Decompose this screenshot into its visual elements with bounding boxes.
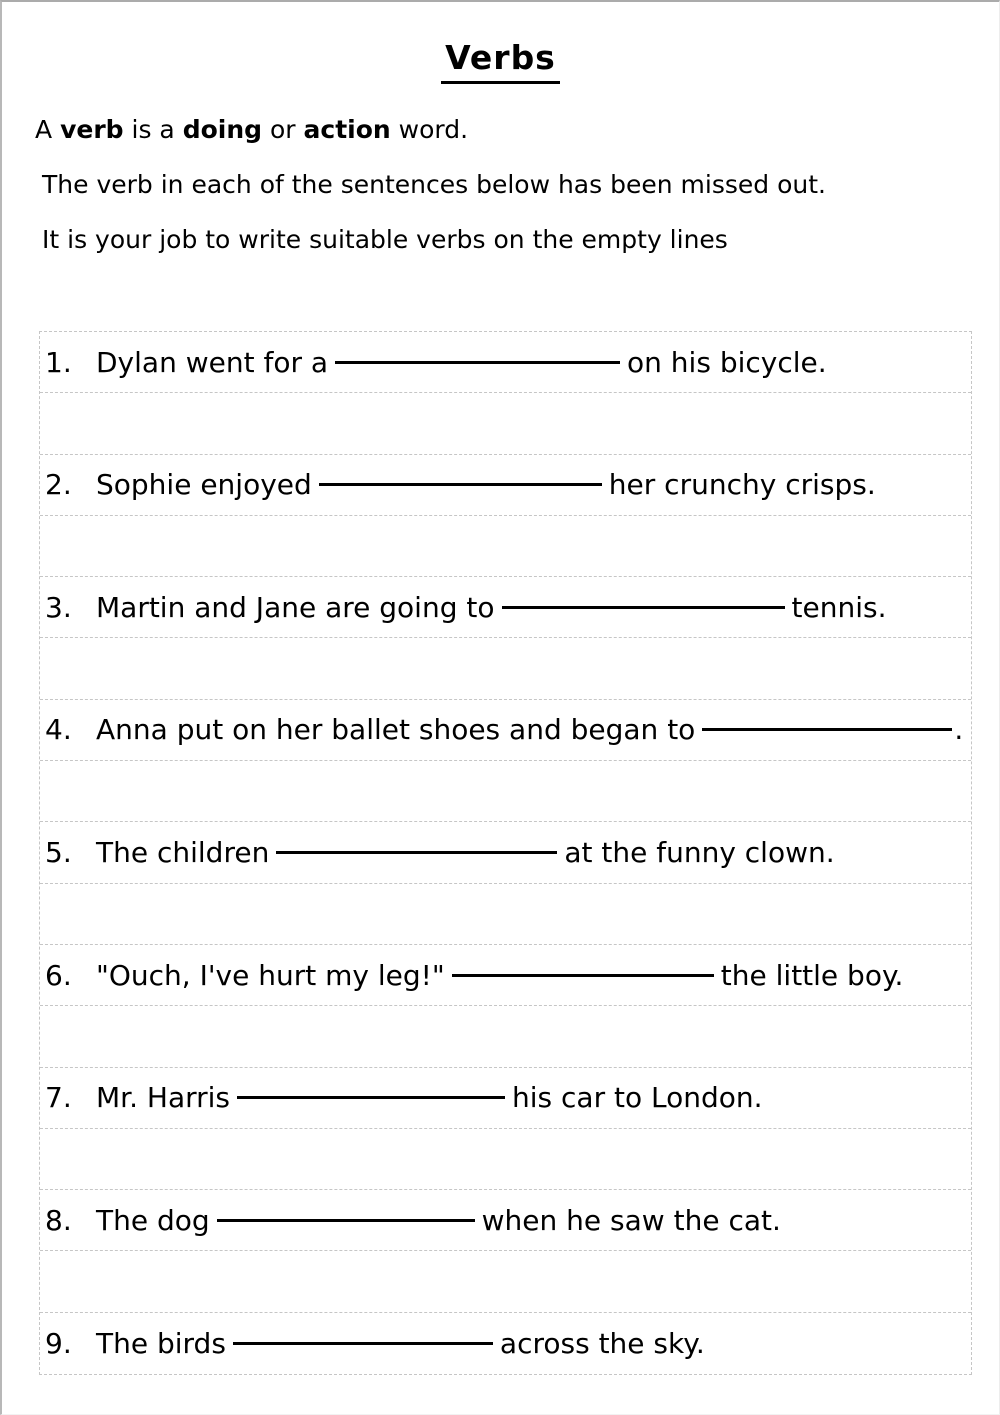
spacer-row xyxy=(40,393,971,454)
sentence-number: 6. xyxy=(45,958,72,992)
intro-line-definition: A verb is a doing or action word. xyxy=(35,115,469,144)
sentence-before-text: The children xyxy=(96,836,270,870)
sentence-table xyxy=(39,331,972,1375)
sentence-number: 3. xyxy=(45,590,72,624)
sentence-row-4 xyxy=(40,700,971,761)
sentence-after-text: . xyxy=(954,713,964,747)
sentence-number: 5. xyxy=(45,836,72,870)
sentence-number: 8. xyxy=(45,1203,72,1237)
sentence-after-text: on his bicycle. xyxy=(627,345,827,379)
sentence-after-text: across the sky. xyxy=(499,1326,705,1360)
sentence-before-text: Dylan went for a xyxy=(96,345,329,379)
sentence-row-7 xyxy=(40,1068,971,1129)
sentence-after-text: when he saw the cat. xyxy=(481,1203,781,1237)
spacer-row xyxy=(40,516,971,577)
sentence-before-text: "Ouch, I've hurt my leg!" xyxy=(96,958,445,992)
answer-blank xyxy=(702,728,952,731)
spacer-row xyxy=(40,638,971,699)
answer-blank xyxy=(452,974,714,977)
sentence-row-3 xyxy=(40,577,971,638)
sentence-after-text: the little boy. xyxy=(720,958,904,992)
sentence-row-5 xyxy=(40,822,971,883)
sentence-row-8 xyxy=(40,1190,971,1251)
sentence-row-1 xyxy=(40,332,971,393)
sentence-number: 7. xyxy=(45,1081,72,1115)
intro-line-instruction-1: The verb in each of the sentences below has been missed out. xyxy=(42,170,826,199)
sentence-before-text: Mr. Harris xyxy=(96,1081,231,1115)
answer-blank xyxy=(502,606,785,609)
spacer-row xyxy=(40,761,971,822)
spacer-row xyxy=(40,1006,971,1067)
intro-line-instruction-2: It is your job to write suitable verbs on the empty lines xyxy=(42,225,728,254)
sentence-after-text: his car to London. xyxy=(512,1081,763,1115)
title-wrap xyxy=(2,38,999,84)
answer-blank xyxy=(237,1096,505,1099)
sentence-row-6 xyxy=(40,945,971,1006)
intro-text xyxy=(35,114,999,256)
page-title: Verbs xyxy=(441,38,560,84)
answer-blank xyxy=(217,1219,475,1222)
sentence-after-text: tennis. xyxy=(791,590,887,624)
sentence-row-2 xyxy=(40,455,971,516)
sentence-row-9 xyxy=(40,1313,971,1374)
sentence-number: 1. xyxy=(45,345,72,379)
spacer-row xyxy=(40,1129,971,1190)
answer-blank xyxy=(233,1342,493,1345)
sentence-after-text: her crunchy crisps. xyxy=(608,468,876,502)
sentence-number: 2. xyxy=(45,468,72,502)
answer-blank xyxy=(335,361,620,364)
sentence-number: 9. xyxy=(45,1326,72,1360)
sentence-number: 4. xyxy=(45,713,72,747)
answer-blank xyxy=(319,483,602,486)
sentence-before-text: The dog xyxy=(96,1203,210,1237)
sentence-before-text: Sophie enjoyed xyxy=(96,468,312,502)
sentence-before-text: Anna put on her ballet shoes and began to xyxy=(96,713,696,747)
sentence-before-text: Martin and Jane are going to xyxy=(96,590,495,624)
spacer-row xyxy=(40,884,971,945)
sentence-before-text: The birds xyxy=(96,1326,226,1360)
spacer-row xyxy=(40,1251,971,1312)
sentence-after-text: at the funny clown. xyxy=(564,836,835,870)
answer-blank xyxy=(276,851,557,854)
